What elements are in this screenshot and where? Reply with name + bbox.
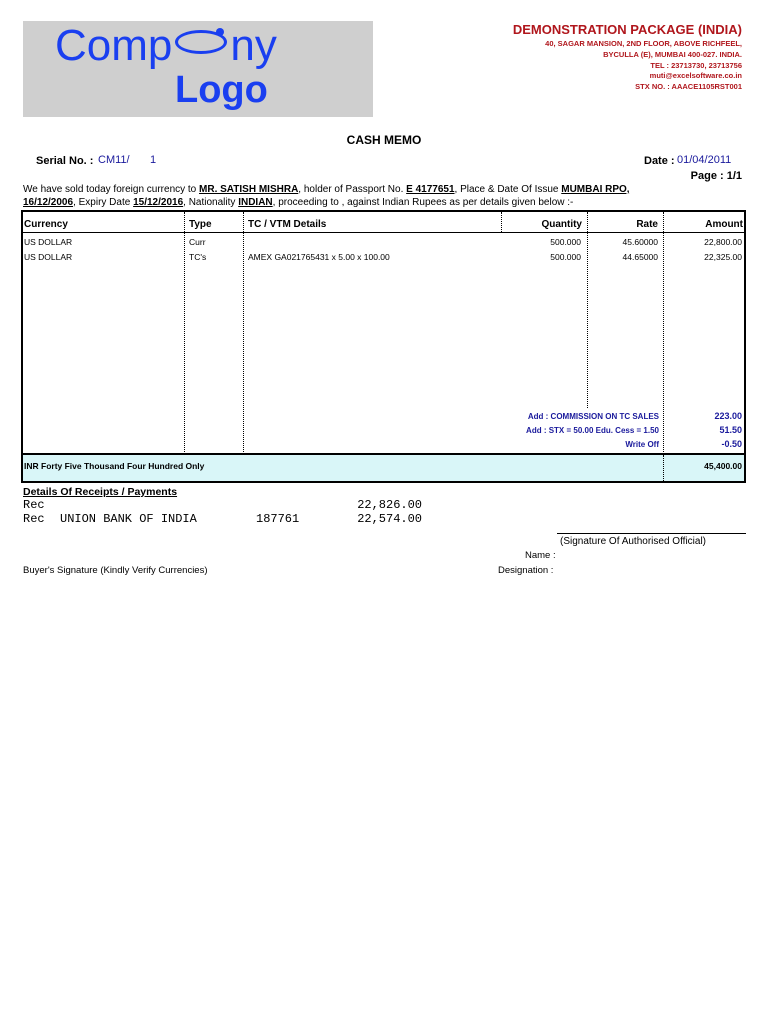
commission-value: 223.00 [714,411,742,421]
serial-value: CM11/ [98,154,130,166]
nationality: INDIAN [238,197,273,208]
company-tel: TEL : 23713730, 23713756 [650,61,742,70]
row1-rate: 45.60000 [622,237,658,247]
signature-line [557,533,746,534]
designation-label: Designation : [498,565,554,576]
receipt-reference: 187761 [256,512,300,526]
header-amount: Amount [705,219,743,230]
row2-details: AMEX GA021765431 x 5.00 x 100.00 [248,252,390,262]
issue-place: MUMBAI RPO, [561,184,630,195]
row1-currency: US DOLLAR [24,237,73,247]
receipt-bank: UNION BANK OF INDIA [60,512,197,526]
row1-quantity: 500.000 [550,237,581,247]
company-logo [23,21,373,117]
serial-label: Serial No. : [36,155,94,167]
company-stx: STX NO. : AAACE1105RST001 [635,82,742,91]
stx-label: Add : STX = 50.00 Edu. Cess = 1.50 [526,426,659,435]
total-in-words: INR Forty Five Thousand Four Hundred Only [24,461,205,471]
company-address-1: 40, SAGAR MANSION, 2ND FLOOR, ABOVE RICHFEEL, [545,39,742,48]
page-number: Page : 1/1 [690,170,742,182]
company-address-2: BYCULLA (E), MUMBAI 400-027. INDIA. [603,50,742,59]
serial-number: 1 [150,154,157,166]
date-value: 01/04/2011 [677,154,732,166]
company-name: DEMONSTRATION PACKAGE (INDIA) [512,22,742,37]
logo-text-line1: Comp ny [55,21,277,70]
header-quantity: Quantity [541,219,582,230]
row2-rate: 44.65000 [622,252,658,262]
header-rate: Rate [636,219,658,230]
column-divider [587,212,588,408]
receipt-amount: 22,826.00 [357,498,422,512]
table-header-border [21,232,746,233]
issue-date: 16/12/2006 [23,197,74,208]
expiry-date: 15/12/2016 [133,197,184,208]
row1-type: Curr [189,237,206,247]
column-divider [663,212,664,452]
passport-number: E 4177651 [406,184,455,195]
name-label: Name : [525,550,556,561]
column-divider [663,455,664,481]
document-title: CASH MEMO [346,133,422,147]
commission-label: Add : COMMISSION ON TC SALES [527,412,659,421]
receipt-amount: 22,574.00 [357,512,422,526]
row2-currency: US DOLLAR [24,252,73,262]
row2-amount: 22,325.00 [704,252,742,262]
header-currency: Currency [24,219,68,230]
receipt-mode: Rec [23,498,45,512]
logo-text-line2: Logo [175,69,268,111]
customer-name: MR. SATISH MISHRA [199,184,299,195]
company-email: muti@excelsoftware.co.in [649,71,742,80]
row2-type: TC's [189,252,207,262]
row1-amount: 22,800.00 [704,237,742,247]
header-details: TC / VTM Details [248,219,327,230]
column-divider [243,212,244,452]
total-amount: 45,400.00 [704,461,742,471]
receipts-heading: Details Of Receipts / Payments [23,486,178,498]
receipt-mode: Rec [23,512,45,526]
writeoff-label: Write Off [625,440,659,449]
buyer-signature-label: Buyer's Signature (Kindly Verify Currencies) [23,565,208,576]
column-divider [501,212,502,232]
table-top-border [21,210,746,212]
declaration-text: We have sold today foreign currency to MR. SATISH MISHRA, holder of Passport No. E 4177651, Place & Date Of Issue MUMBAI RPO, 16/12/2006, Expiry Date 15/12/2016, Nationality INDIAN, proceeding to , against Indian Rupees as per details given below :- [23,184,630,208]
column-divider [184,212,185,452]
row2-quantity: 500.000 [550,252,581,262]
date-label: Date : [644,155,675,167]
stx-value: 51.50 [719,425,742,435]
writeoff-value: -0.50 [721,439,742,449]
official-signature-label: (Signature Of Authorised Official) [560,536,706,547]
header-type: Type [189,219,212,230]
logo-heart-icon [175,30,227,54]
